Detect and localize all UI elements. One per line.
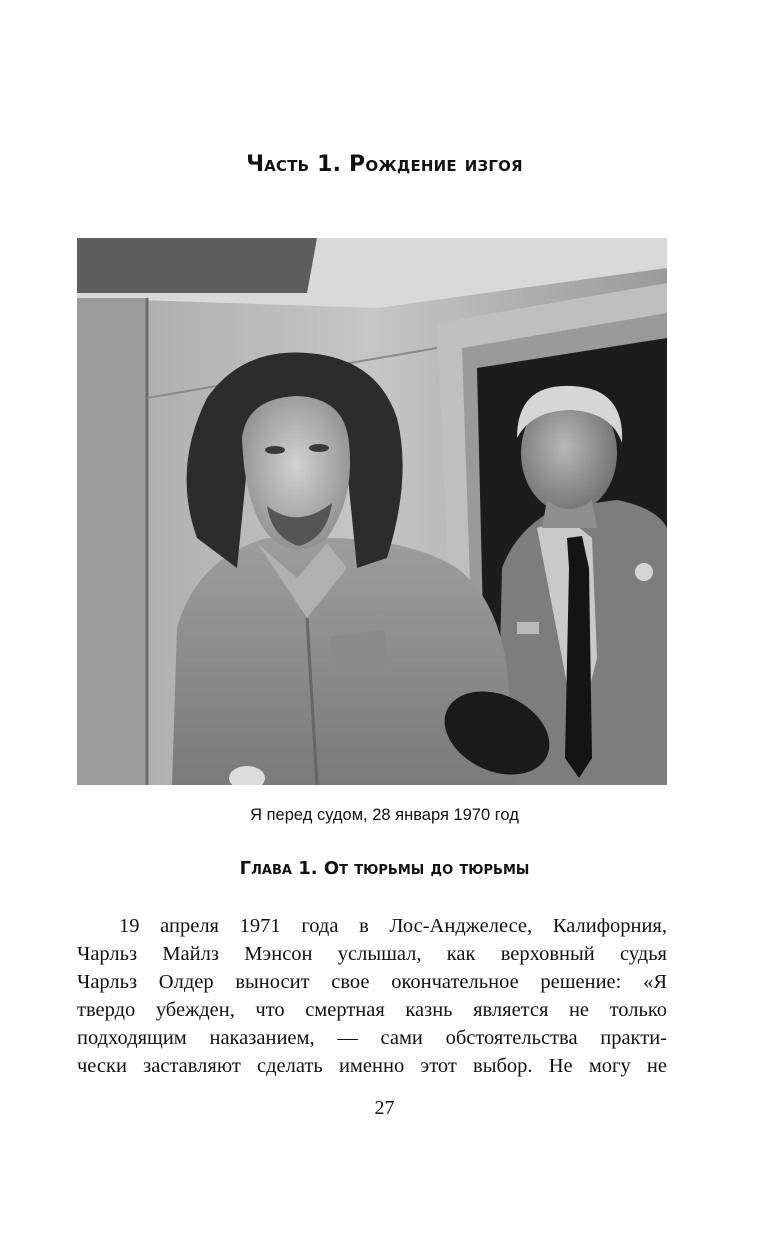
part-title: Часть 1. Рождение изгоя <box>246 152 523 177</box>
body-line: подходящим наказанием, — сами обстоятельства практи- <box>77 1027 667 1049</box>
body-line: Чарльз Олдер выносит свое окончательное решение: «Я <box>77 971 667 993</box>
photo-caption: Я перед судом, 28 января 1970 год <box>250 806 519 824</box>
body-line: 19 апреля 1971 года в Лос-Анджелесе, Калифорния, <box>119 915 667 937</box>
body-line: Чарльз Майлз Мэнсон услышал, как верховный судья <box>77 943 667 965</box>
chapter-title: Глава 1. От тюрьмы до тюрьмы <box>239 858 530 879</box>
body-line: твердо убежден, что смертная казнь является не только <box>77 999 667 1021</box>
page-number: 27 <box>374 1097 395 1119</box>
body-paragraph <box>77 912 667 1080</box>
photo <box>77 238 667 785</box>
body-line: чески заставляют сделать именно этот выбор. Не могу не <box>77 1055 667 1077</box>
